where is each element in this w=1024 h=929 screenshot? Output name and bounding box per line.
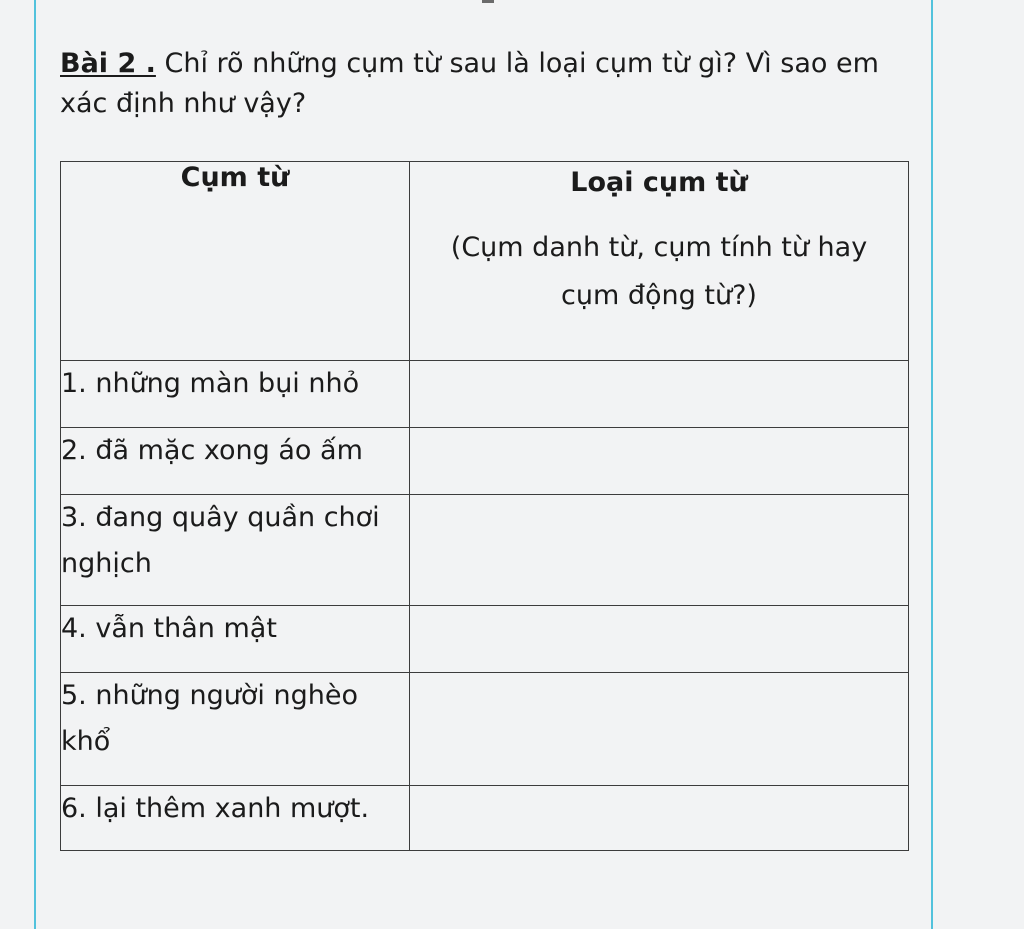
top-mark: [482, 0, 494, 3]
answer-cell[interactable]: [410, 673, 909, 786]
header-phrase-type-title: Loại cụm từ: [570, 167, 748, 198]
exercise-prompt: Chỉ rõ những cụm từ sau là loại cụm từ gì? Vì sao em xác định như vậy?: [60, 48, 879, 119]
answer-cell[interactable]: [410, 495, 909, 606]
table-row: [61, 428, 909, 495]
header-phrase: Cụm từ: [61, 162, 410, 361]
answer-cell[interactable]: [410, 361, 909, 428]
exercise-label: Bài 2 .: [60, 48, 156, 79]
table-row: [61, 361, 909, 428]
table-row: [61, 606, 909, 673]
phrase-cell: 6. lại thêm xanh mượt.: [61, 786, 410, 851]
phrase-cell: 3. đang quây quần chơi nghịch: [61, 495, 410, 606]
answer-cell[interactable]: [410, 606, 909, 673]
header-phrase-type: [410, 162, 909, 361]
table-row: [61, 673, 909, 786]
phrase-classification-table: [60, 161, 909, 851]
phrase-cell: 2. đã mặc xong áo ấm: [61, 428, 410, 495]
exercise-question: [60, 44, 920, 124]
table-row: [61, 495, 909, 606]
phrase-cell: 4. vẫn thân mật: [61, 606, 410, 673]
table-row: [61, 786, 909, 851]
answer-cell[interactable]: [410, 786, 909, 851]
answer-cell[interactable]: [410, 428, 909, 495]
phrase-cell: 5. những người nghèo khổ: [61, 673, 410, 786]
table-header-row: [61, 162, 909, 361]
header-phrase-type-note: (Cụm danh từ, cụm tính từ hay cụm động từ?): [450, 232, 868, 311]
left-margin-rule: [34, 0, 36, 929]
right-margin-rule: [931, 0, 933, 929]
phrase-cell: 1. những màn bụi nhỏ: [61, 361, 410, 428]
